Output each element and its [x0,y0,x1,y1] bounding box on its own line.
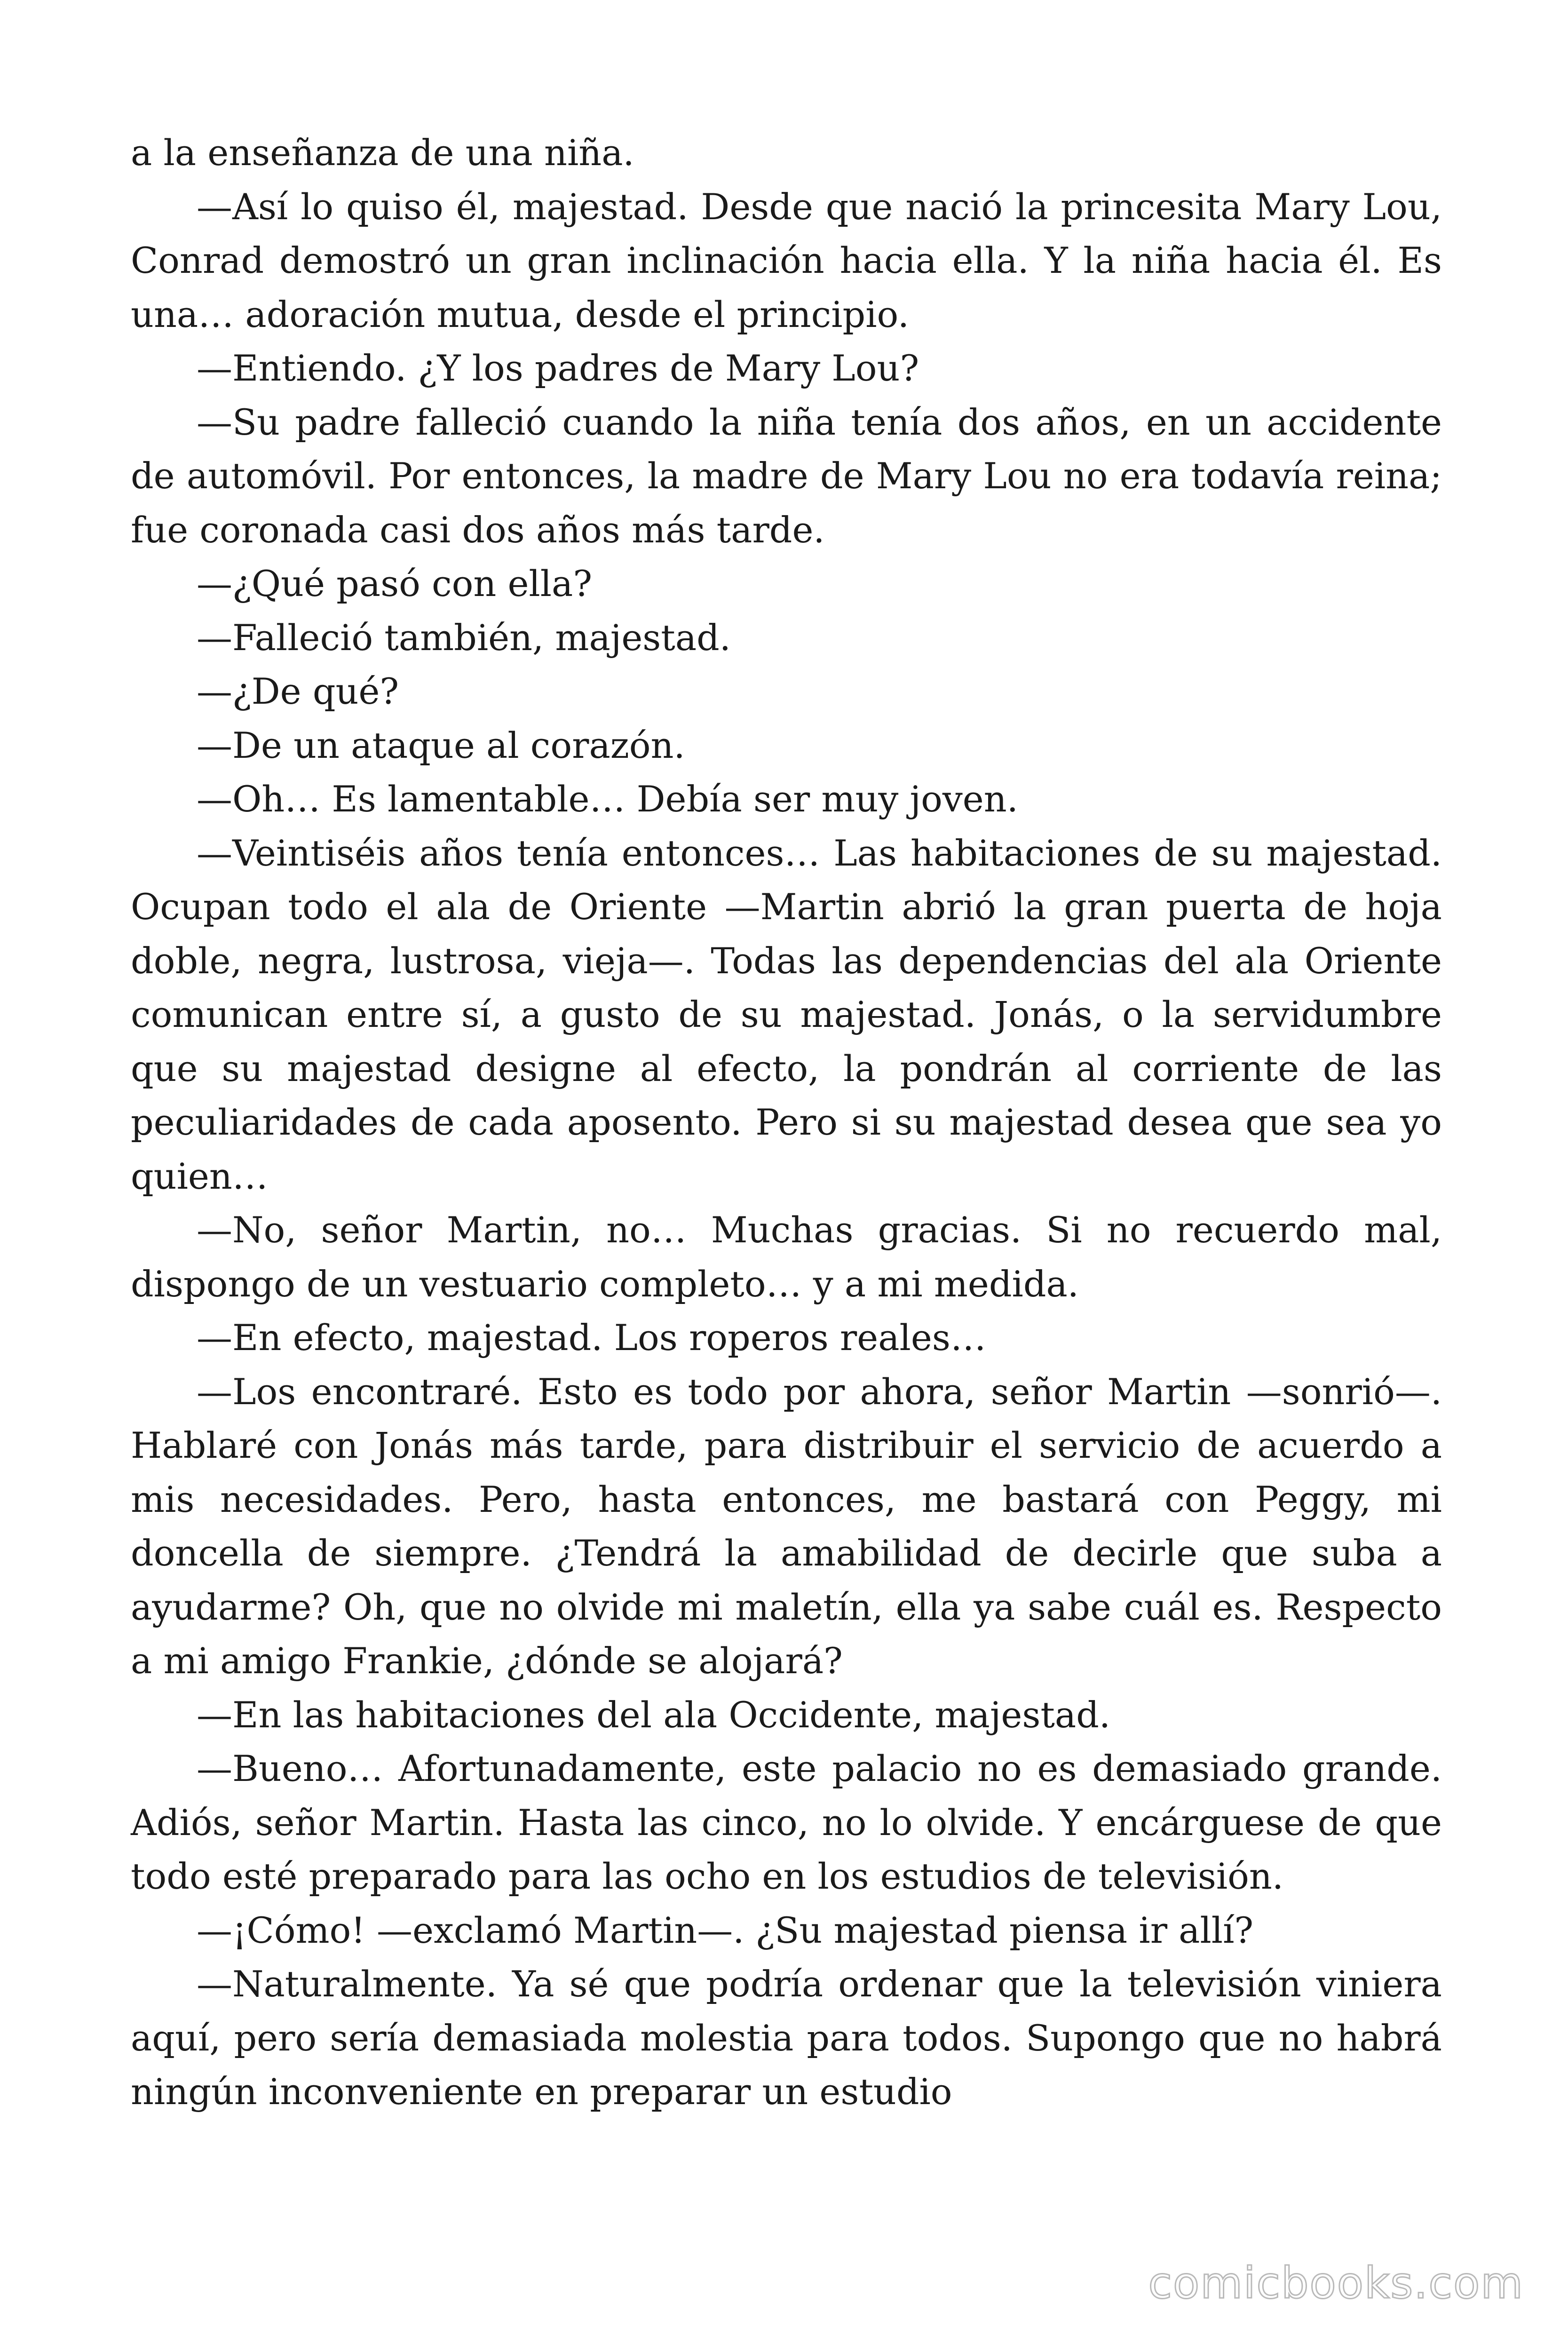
paragraph: —Falleció también, majestad. [197,616,731,659]
paragraph: —¡Cómo! —exclamó Martin—. ¿Su majestad piensa ir allí? [197,1909,1254,1951]
body-text [131,126,1442,2119]
paragraph: —En efecto, majestad. Los roperos reales… [197,1317,986,1359]
paragraph: a la enseñanza de una niña. [131,132,634,174]
paragraph: —Los encontraré. Esto es todo por ahora, señor Martin —sonrió—. Hablaré con Jonás más tarde, para distribuir el servicio de acuerdo a mis necesidades. Pero, hasta entonces, me bastará con Peggy, mi doncella de siempre. ¿Tendrá la amabilidad de decirle que suba a ayudarme? Oh, que no olvide mi maletín, ella ya sabe cuál es. Respecto a mi amigo Frankie, ¿dónde se alojará? [131,1370,1442,1682]
paragraph: —Veintiséis años tenía entonces… Las habitaciones de su majestad. Ocupan todo el ala de Oriente —Martin abrió la gran puerta de hoja doble, negra, lustrosa, vieja—. Todas las dependencias del ala Oriente comunican entre sí, a gusto de su majestad. Jonás, o la servidumbre que su majestad designe al efecto, la pondrán al corriente de las peculiaridades de cada aposento. Pero si su majestad desea que sea yo quien… [131,832,1442,1197]
paragraph: —Entiendo. ¿Y los padres de Mary Lou? [197,347,919,389]
paragraph: —Naturalmente. Ya sé que podría ordenar que la televisión viniera aquí, pero sería demasiada molestia para todos. Supongo que no habrá ningún inconveniente en preparar un estudio [131,1963,1442,2113]
paragraph: —En las habitaciones del ala Occidente, majestad. [197,1693,1111,1736]
paragraph: —Oh… Es lamentable… Debía ser muy joven. [197,778,1018,820]
paragraph: —Bueno… Afortunadamente, este palacio no es demasiado grande. Adiós, señor Martin. Hasta las cinco, no lo olvide. Y encárguese de que todo esté preparado para las ocho en los estudios de televisión. [131,1748,1442,1897]
paragraph: —No, señor Martin, no… Muchas gracias. Si no recuerdo mal, dispongo de un vestuario completo… y a mi medida. [131,1209,1442,1305]
watermark: comicbooks.com [1148,2258,1524,2308]
paragraph: —Su padre falleció cuando la niña tenía dos años, en un accidente de automóvil. Por entonces, la madre de Mary Lou no era todavía reina; fue coronada casi dos años más tarde. [131,401,1442,551]
paragraph: —Así lo quiso él, majestad. Desde que nació la princesita Mary Lou, Conrad demostró un gran inclinación hacia ella. Y la niña hacia él. Es una… adoración mutua, desde el principio. [131,185,1442,335]
paragraph: —De un ataque al corazón. [197,724,685,766]
paragraph: —¿Qué pasó con ella? [197,563,593,604]
paragraph: —¿De qué? [197,670,399,712]
